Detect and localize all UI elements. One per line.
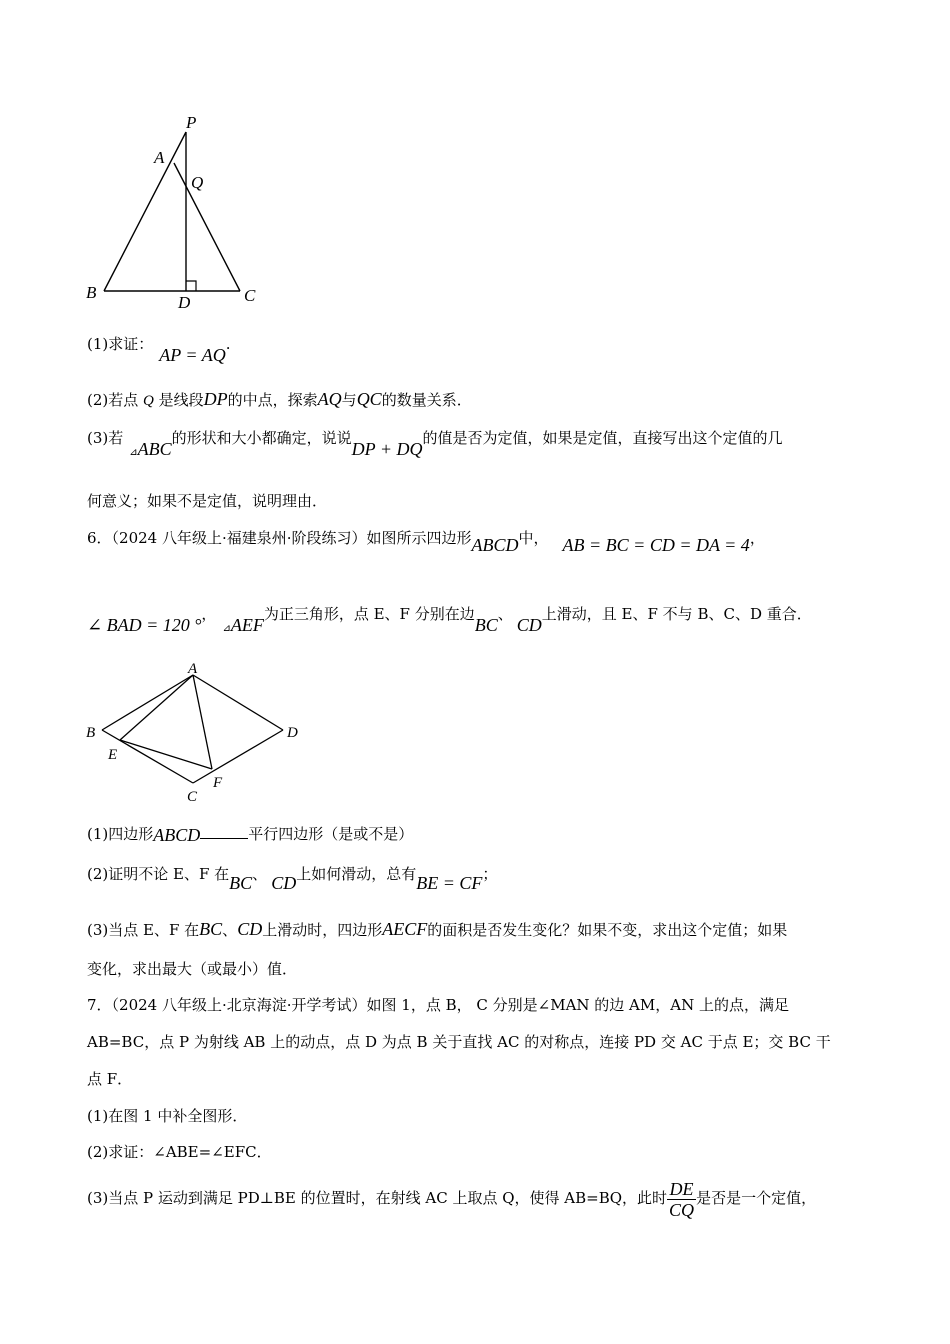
q5-part1-end: . — [225, 335, 231, 353]
q7-part3-text-a: (3)当点 P 运动到满足 PD⊥BE 的位置时，在射线 AC 上取点 Q，使得 AB=BQ，此时 — [87, 1189, 668, 1207]
q6-part3-bc: BC — [199, 919, 223, 939]
q6-part2-text-a: (2)证明不论 E、F 在 — [87, 865, 230, 883]
q6-part2-text-d: ； — [482, 865, 498, 883]
label-a: A — [188, 661, 198, 677]
segment-bp — [104, 132, 186, 291]
q6-header-text-b: 中， — [518, 529, 549, 547]
q5-part2-text-a: (2)若点 — [87, 391, 144, 409]
q7-part2: (2)求证：∠ABE=∠EFC． — [87, 1143, 272, 1161]
rhombus-diagram — [80, 655, 310, 810]
q5-part2-text-c: 的中点，探索 — [227, 391, 318, 409]
label-c: C — [187, 789, 198, 805]
q5-part3-text-b: 的形状和大小都确定，说说 — [171, 429, 352, 447]
q6-line2-text-a: ， — [201, 605, 217, 623]
label-a: A — [154, 148, 165, 167]
q6-part2 — [87, 862, 498, 893]
segment-ab — [102, 675, 193, 730]
q6-part3-aecf: AECF — [382, 919, 428, 939]
q5-part1 — [87, 332, 231, 365]
label-f: F — [213, 775, 223, 791]
q5-part2-aq: AQ — [317, 389, 342, 409]
q5-part2-text-b: 是线段 — [153, 391, 204, 409]
q5-part3-abc: ABC — [137, 439, 172, 459]
label-d: D — [287, 725, 298, 741]
label-q: Q — [191, 173, 204, 192]
q7-part3 — [87, 1176, 816, 1220]
q6-part1 — [87, 822, 413, 845]
q6-line2-text-c: 、 — [497, 605, 513, 623]
right-angle-mark — [186, 281, 196, 291]
figure-triangle-pq — [80, 108, 280, 318]
q6-line2-bc: BC — [474, 615, 498, 635]
q6-part3-cd: CD — [237, 919, 263, 939]
label-p: P — [186, 113, 197, 132]
q5-part3-text-a: (3)若 — [87, 429, 124, 447]
q5-part2-qc: QC — [356, 389, 382, 409]
q6-part1-text-a: (1)四边形 — [87, 825, 154, 843]
q6-part3-line2: 变化，求出最大（或最小）值． — [87, 960, 298, 978]
fraction-numerator: DE — [667, 1179, 696, 1200]
q6-part3-text-c: 上滑动时，四边形 — [262, 921, 383, 939]
q6-part2-eq: BE = CF — [416, 873, 483, 893]
q5-part2-text-e: 的数量关系． — [381, 391, 472, 409]
q6-line2-text-b: 为正三角形，点 E、F 分别在边 — [263, 605, 475, 623]
fraction-denominator: CQ — [669, 1199, 695, 1220]
q6-part2-text-b: 、 — [252, 865, 268, 883]
q6-part2-cd: CD — [271, 873, 297, 893]
q6-header-abcd: ABCD — [471, 535, 519, 555]
q6-header-text-c: ， — [749, 529, 765, 547]
q6-part3-text-b: 、 — [222, 921, 238, 939]
q6-line2-cd: CD — [516, 615, 542, 635]
q5-part2-q: Q — [143, 393, 154, 409]
label-b: B — [86, 725, 96, 741]
q5-part3 — [87, 426, 783, 459]
label-d: D — [178, 293, 191, 312]
segment-ef — [120, 740, 212, 769]
figure-rhombus-aef — [80, 655, 310, 810]
q6-header-text-a: 6．（2024 八年级上·福建泉州·阶段练习）如图所示四边形 — [87, 529, 472, 547]
triangle-symbol-icon: ⊿ — [222, 623, 231, 634]
q6-header — [87, 526, 765, 555]
q5-part2-dp: DP — [203, 389, 228, 409]
q6-part3-text-d: 的面积是否发生变化？如果不变，求出这个定值；如果 — [427, 921, 788, 939]
q5-part1-math: AP = AQ — [159, 345, 226, 365]
segment-ac — [174, 163, 240, 291]
q7-part1: (1)在图 1 中补全图形． — [87, 1107, 248, 1125]
q6-part1-abcd: ABCD — [153, 825, 201, 845]
segment-ae — [120, 675, 193, 740]
q5-part2-text-d: 与 — [341, 391, 357, 409]
q6-part1-text-b: 平行四边形（是或不是） — [248, 825, 414, 843]
q5-part2 — [87, 388, 472, 412]
q7-line1: 7．（2024 八年级上·北京海淀·开学考试）如图 1，点 B， C 分别是∠MAN 的边 AM，AN 上的点，满足 — [87, 996, 789, 1014]
triangle-symbol-icon: ⊿ — [129, 447, 138, 458]
q5-part3-text-c: 的值是否为定值，如果是定值，直接写出这个定值的几 — [422, 429, 783, 447]
answer-blank — [200, 824, 248, 839]
q6-header-eq: AB = BC = CD = DA = 4 — [562, 535, 750, 555]
q6-line2-text-d: 上滑动，且 E、F 不与 B、C、D 重合． — [541, 605, 812, 623]
q6-line2-aef: AEF — [230, 615, 264, 635]
q5-part3-dpdq: DP + DQ — [351, 439, 423, 459]
q6-angle-bad: ∠ BAD = 120 ° — [87, 615, 202, 635]
label-b: B — [86, 283, 97, 302]
q6-part3-text-a: (3)当点 E、F 在 — [87, 921, 200, 939]
segment-ad — [193, 675, 283, 730]
q6-line2 — [87, 602, 812, 635]
triangle-diagram — [80, 108, 280, 318]
q5-part3-line2: 何意义；如果不是定值，说明理由． — [87, 492, 328, 510]
q5-part1-prefix: (1)求证： — [87, 335, 154, 353]
q7-part3-text-b: 是否是一个定值， — [696, 1189, 817, 1207]
segment-af — [193, 675, 212, 769]
fraction-de-cq — [667, 1179, 696, 1220]
q7-line2: AB=BC，点 P 为射线 AB 上的动点，点 D 为点 B 关于直找 AC 的对称点，连接 PD 交 AC 于点 E；交 BC 干 — [87, 1033, 831, 1051]
q6-part2-text-c: 上如何滑动，总有 — [296, 865, 417, 883]
q6-part3 — [87, 918, 787, 941]
segment-cd — [193, 730, 283, 783]
label-e: E — [108, 747, 118, 763]
q6-part2-bc: BC — [229, 873, 253, 893]
q7-line3: 点 F． — [87, 1070, 133, 1088]
label-c: C — [244, 286, 256, 305]
